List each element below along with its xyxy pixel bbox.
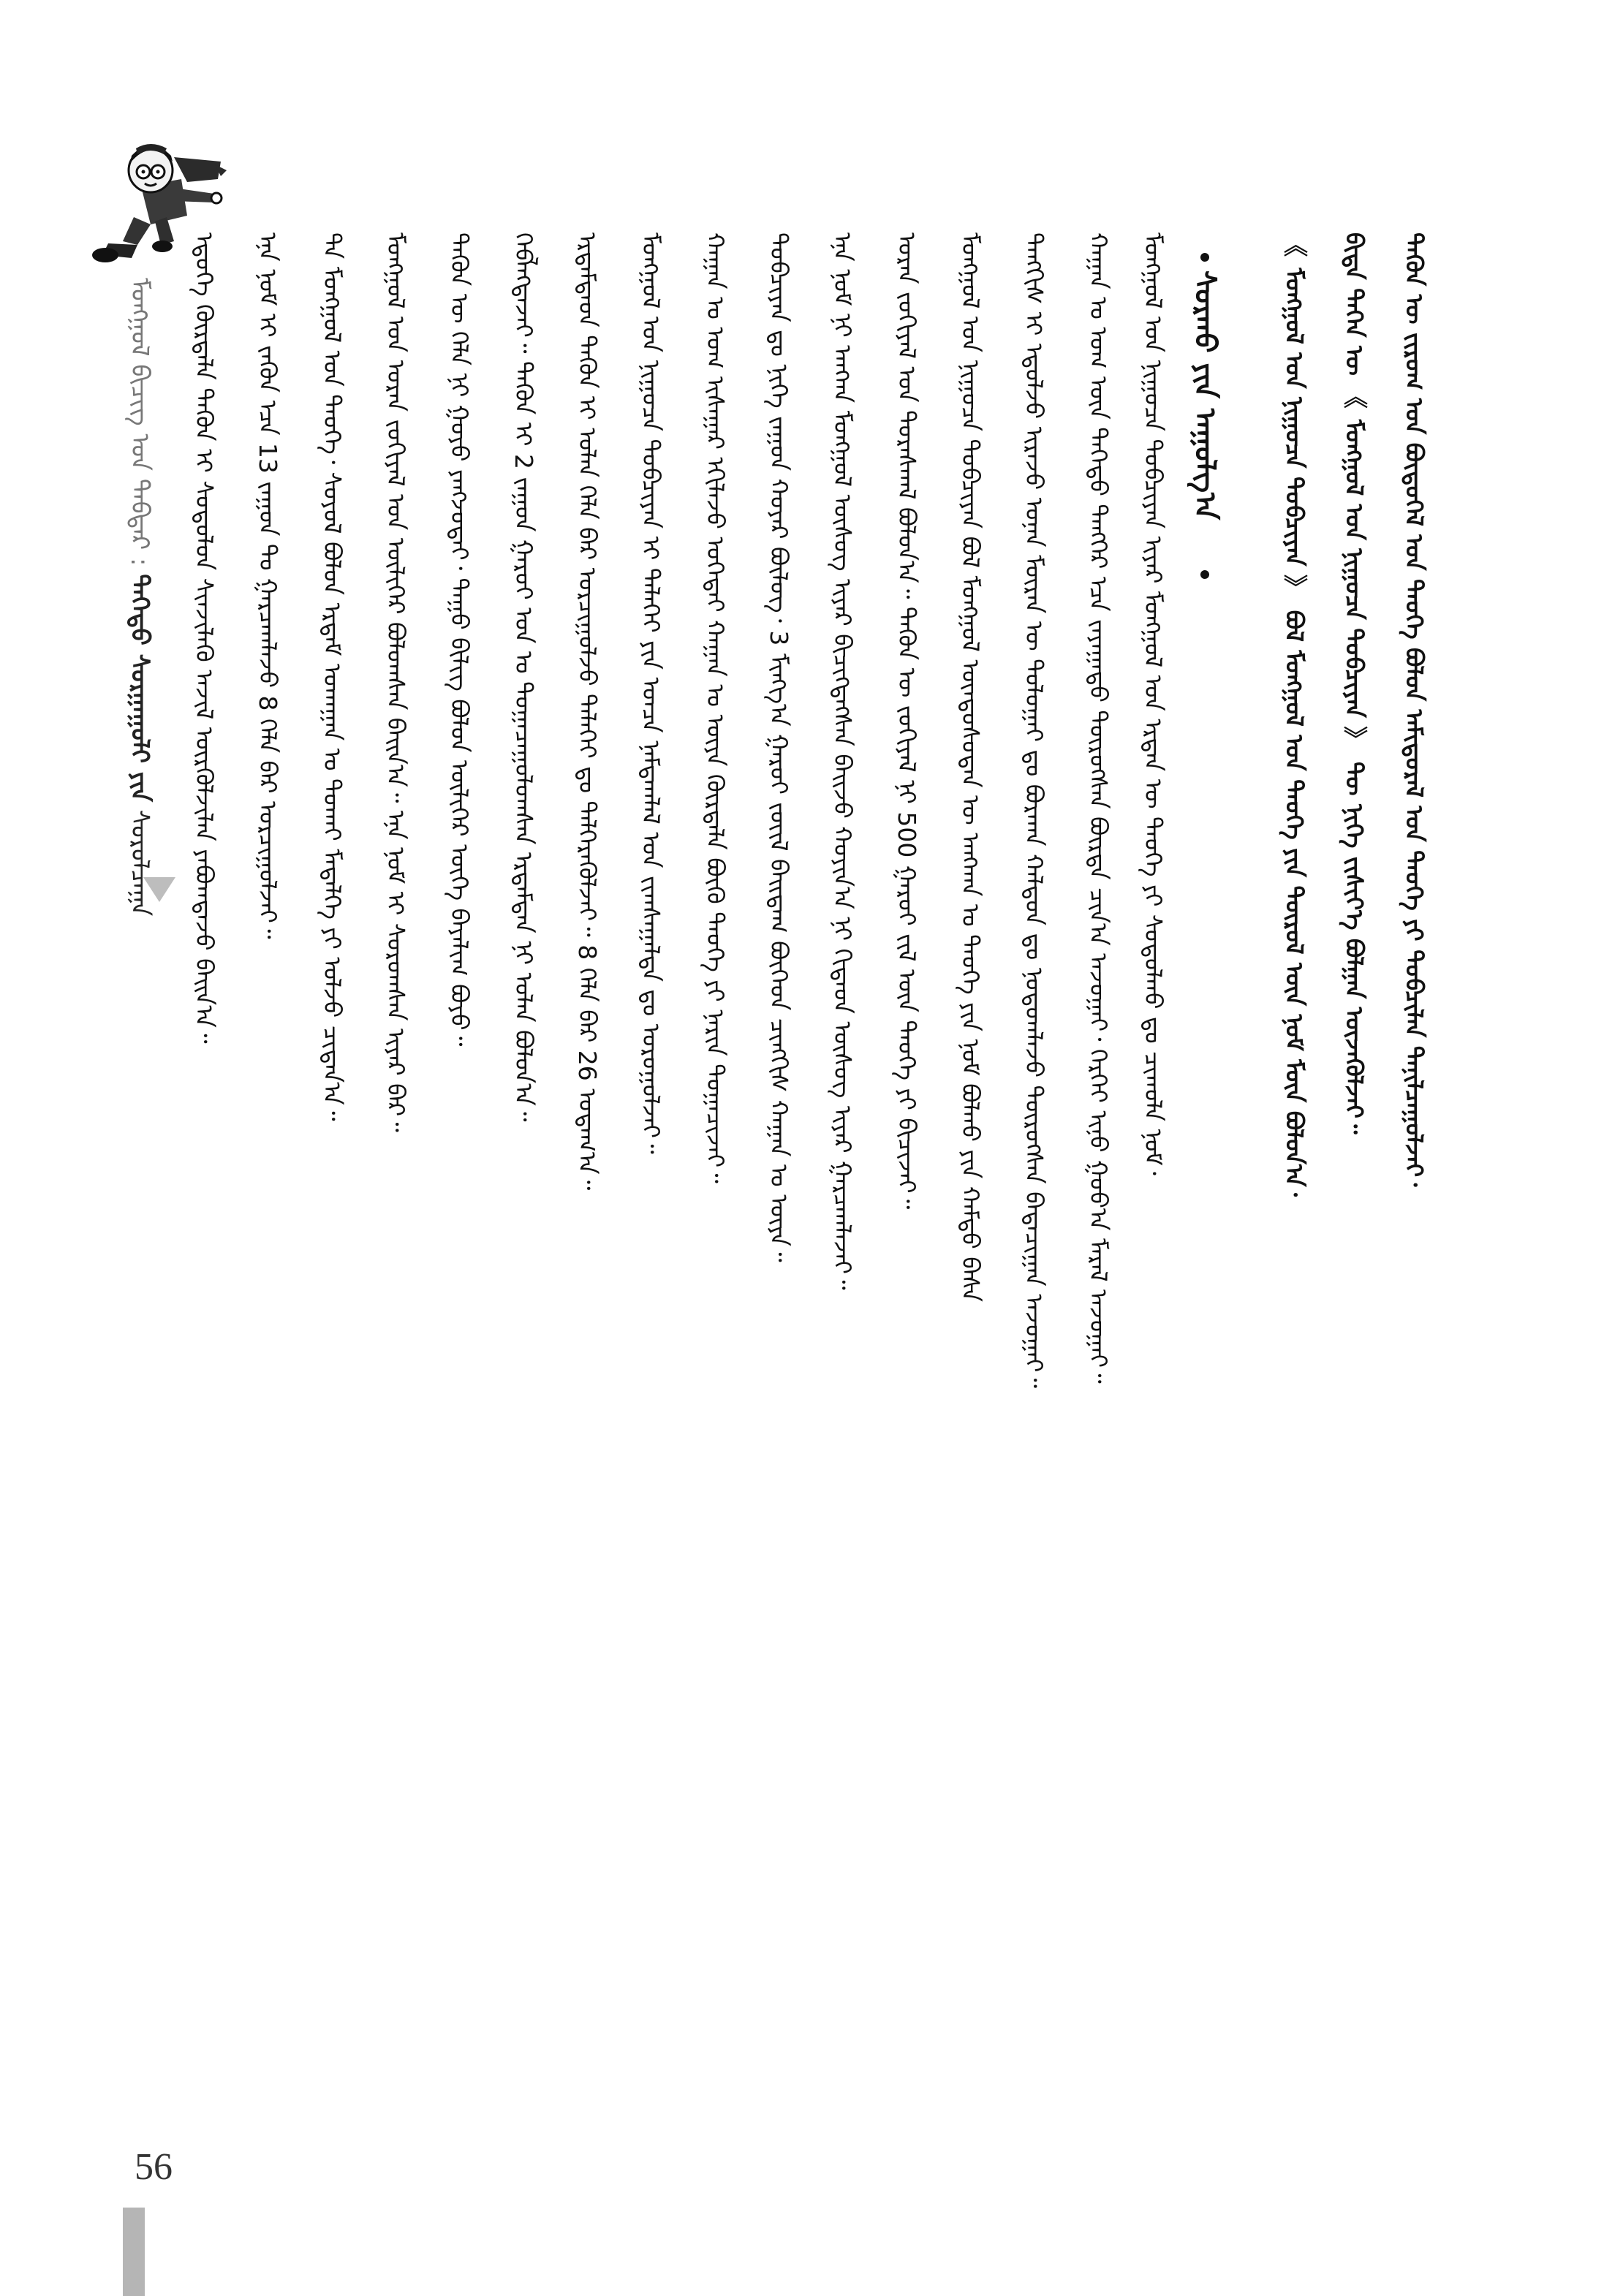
body-line: ᠲᠠ ᠮᠣᠩᠭᠣᠯ ᠤᠨ ᠲᠡᠦᠬᠡ᠂ ᠰᠣᠶᠣᠯ ᠪᠣᠯᠤᠨ ᠡᠷᠳᠡᠮ ᠤᠬᠠᠭᠠᠨ ᠤ ᠲᠤᠬᠠᠢ ᠮᠡᠳᠡᠯᠭᠡ ᠶᠢ ᠣᠯᠵᠤ ᠴᠢᠳᠠᠨ᠎ᠠ᠃ (318, 232, 347, 1121)
running-header-prefix: ᠮᠣᠩᠭᠣᠯ ᠪᠢᠴᠢᠭ ᠤᠨ ᠳᠡᠪᠲᠡᠷ : (125, 278, 154, 567)
running-header-bold: ᠳᠡᠭᠡᠳᠦ ᠰᠤᠷᠭᠠᠭᠤᠯᠢ ᠶᠢᠨ (125, 574, 154, 802)
intro-line: ᠪᠢᠳᠡ ᠳᠡᠭᠡᠨ ᠦ 《 ᠮᠣᠩᠭᠣᠯ ᠤᠨ ᠨᠢᠭᠤᠴᠠ ᠲᠣᠪᠴᠢᠶᠠᠨ 》 ᠲᠦ ᠨᠢᠭᠡ ᠵᠢᠱᠢᠶ᠎ᠡ ᠪᠣᠯᠭᠠᠨ ᠦᠵᠡᠭᠦᠯᠵᠡᠢ᠃ (1340, 232, 1369, 1134)
body-line: ᠡᠷᠳᠡᠮᠲᠡᠳ ᠲᠡᠭᠦᠨ ᠢ ᠣᠯᠠᠨ ᠬᠡᠯᠡ ᠪᠡᠷ ᠣᠷᠴᠢᠭᠤᠯᠵᠤ ᠳᠡᠯᠡᠬᠡᠢ ᠳᠤ ᠳᠡᠯᠭᠡᠷᠡᠭᠦᠯᠵᠡᠢ᠃ 8 ᠬᠡᠯᠡ ᠪᠡᠷ 26 ᠤᠳᠠᠭ᠎ᠠ᠃ (573, 232, 602, 1191)
body-line: ᠡᠨᠡ ᠨᠣᠮ ᠨᠢ ᠠᠨᠭᠬᠠ ᠮᠣᠩᠭᠣᠯ ᠦᠰᠦᠭ ᠢᠶᠡᠷ ᠪᠢᠴᠢᠭᠳᠡᠭᠰᠡᠨ ᠪᠠᠢᠵᠤ ᠬᠣᠶᠢᠨ᠎ᠠ ᠨᠢ ᠬᠢᠲᠠᠳ ᠦᠰᠦᠭ ᠢᠶᠡᠷ ᠭᠠᠷᠴᠠᠭᠯᠠᠵᠠᠢ᠃ (828, 232, 857, 1290)
body-line: ᠤᠷᠠᠨ ᠵᠣᠬᠢᠶᠠᠯ ᠤᠨ ᠳᠤᠷᠠᠰᠬᠠᠯ ᠪᠣᠯᠤᠨ᠎ᠠ᠃ ᠲᠡᠭᠦᠨ ᠦ ᠵᠣᠬᠢᠶᠠᠯ ᠨᠢ 500 ᠭᠠᠷᠤᠢ ᠵᠢᠯ ᠦᠨ ᠲᠡᠦᠬᠡ ᠶᠢ ᠪᠢᠴᠢᠵᠡᠢ᠃ (893, 232, 921, 1210)
body-line: ᠲᠡᠩᠭᠢᠰ ᠢ ᠡᠳᠦᠯᠵᠦ ᠢᠷᠡᠵᠦ ᠣᠨᠠᠨ ᠮᠥᠷᠡᠨ ᠦ ᠲᠣᠯᠣᠭᠠᠢ ᠳᠤ ᠪᠤᠷᠬᠠᠨ ᠬᠠᠯᠳᠤᠨ ᠳᠤ ᠨᠤᠲᠤᠭᠯᠠᠵᠤ ᠲᠥᠷᠦᠭᠰᠡᠨ ᠪᠠᠲᠠᠴᠢᠭᠠᠨ ᠠᠵᠤᠭᠠᠢ᠃ (1020, 232, 1048, 1388)
page-number: 56 (135, 2146, 173, 2188)
running-header-suffix: ᠰᠤᠷᠤᠯᠴᠠᠭᠠ (125, 809, 154, 917)
body-line: ᠮᠣᠩᠭᠣᠯ ᠤᠨ ᠨᠢᠭᠤᠴᠠ ᠲᠣᠪᠴᠢᠶᠠᠨ ᠢ ᠳᠡᠯᠡᠬᠡᠢ ᠶᠢᠨ ᠣᠨᠴᠠ ᠨᠠᠮᠳᠠᠭᠯᠠᠯ ᠤᠨ ᠵᠢᠭᠰᠠᠭᠠᠯᠲᠠ ᠳᠤ ᠣᠷᠤᠭᠤᠯᠵᠠᠢ᠃ (637, 232, 665, 1154)
bullet-icon (1200, 253, 1209, 262)
intro-line: ᠲᠡᠭᠦᠨ ᠦ ᠵᠢᠷᠤᠭ ᠤᠨ ᠪᠦᠲᠦᠭᠡᠯ ᠤᠨ ᠲᠡᠤᠬᠡ ᠪᠣᠯᠤᠨ ᠠᠮᠢᠳᠤᠷᠠᠯ ᠤᠨ ᠲᠡᠦᠬᠡ ᠶᠢ ᠲᠣᠪᠴᠢᠯᠠᠨ ᠲᠠᠨᠢᠯᠴᠠᠭᠤᠯᠵᠠᠢ᠂ (1400, 232, 1429, 1187)
body-line: ᠲᠣᠪᠴᠢᠶᠠᠨ ᠳᠤ ᠨᠢᠭᠡ ᠵᠠᠭᠤᠨ ᠬᠣᠶᠠᠷ ᠪᠥᠯᠦᠭ᠂ 3 ᠮᠢᠩᠭ᠎ᠠ ᠭᠠᠷᠤᠢ ᠵᠦᠢᠯ ᠪᠠᠢᠳᠠᠭ ᠪᠥᠭᠡᠳ ᠴᠢᠩᠭᠢᠰ ᠬᠠᠭᠠᠨ ᠤ ᠦᠶᠡ᠃ (765, 232, 793, 1262)
body-line: ᠮᠣᠩᠭᠣᠯ ᠤᠨ ᠨᠢᠭᠤᠴᠠ ᠲᠣᠪᠴᠢᠶᠠᠨ ᠪᠣᠯ ᠮᠣᠩᠭᠣᠯ ᠦᠨᠳᠦᠰᠦᠲᠡᠨ ᠦ ᠠᠩᠬᠠᠨ ᠤ ᠲᠡᠦᠬᠡ ᠶᠢᠨ ᠨᠣᠮ ᠪᠣᠯᠬᠤ ᠶᠢᠨ ᠬᠠᠮᠲᠤ ᠪᠠᠰᠠ (956, 232, 985, 1302)
triangle-marker-icon (143, 877, 175, 902)
body-line: ᠮᠣᠩᠭᠣᠯ ᠤᠨ ᠤᠷᠠᠨ ᠵᠣᠬᠢᠶᠠᠯ ᠤᠨ ᠦᠯᠢᠭᠡᠷ ᠪᠣᠯᠤᠭᠰᠠᠨ ᠪᠠᠢᠨ᠎ᠠ᠃ ᠡᠨᠡ ᠨᠣᠮ ᠢ ᠰᠤᠷᠤᠭᠰᠠᠨ ᠢᠶᠡᠷ ᠪᠡᠷ᠃ (382, 232, 410, 1132)
running-header (123, 278, 156, 917)
body-line: ᠡᠨᠡ ᠨᠣᠮ ᠢ ᠵᠡᠭᠦᠨ ᠡᠴᠡ 13 ᠵᠠᠭᠤᠨ ᠲᠤ ᠭᠠᠷᠴᠠᠭᠯᠠᠵᠤ 8 ᠬᠡᠯᠡ ᠪᠡᠷ ᠣᠷᠴᠢᠭᠤᠯᠵᠠᠢ᠃ (254, 232, 282, 939)
body-line: ᠬᠠᠭᠠᠨ ᠤ ᠤᠭ ᠢᠰᠠᠭᠠᠷ ᠡᠬᠢᠯᠡᠵᠦ ᠣᠭᠡᠳᠡᠢ ᠬᠠᠭᠠᠨ ᠤ ᠦᠶᠡ ᠬᠦᠷᠲᠡᠯᠡ ᠪᠦᠬᠦ ᠲᠡᠦᠬᠡ ᠶᠢ ᠨᠠᠷᠢᠨ ᠲᠣᠭᠠᠴᠢᠵᠠᠢ᠃ (701, 232, 730, 1183)
body-line-hidden (251, 1082, 284, 1083)
body-line: ᠲᠡᠭᠦᠨ ᠦ ᠬᠡᠯᠡ ᠨᠢ ᠭᠣᠶᠣ ᠶᠠᠩᠵᠤᠲᠠᠢ᠂ ᠳᠠᠭᠤ ᠪᠢᠯᠢᠭ ᠪᠣᠯᠤᠨ ᠦᠯᠢᠭᠡᠷ ᠦᠭᠡ ᠪᠠᠶᠠᠯᠢᠭ ᠪᠤᠶᠤ᠃ (445, 232, 474, 1047)
body-line: ᠬᠡᠪᠯᠡᠭᠳᠡᠵᠡᠢ᠃ ᠲᠡᠭᠦᠨ ᠢ 2 ᠵᠠᠭᠤᠨ ᠭᠠᠷᠤᠢ ᠣᠨ ᠤ ᠲᠣᠭᠠᠴᠠᠭᠤᠯᠤᠭᠰᠠᠨ ᠡᠷᠳᠡᠮᠲᠡᠨ ᠨᠢ ᠣᠯᠠᠨ ᠪᠣᠯᠤᠨ᠎ᠠ᠃ (510, 232, 538, 1122)
page-edge-bar (123, 2208, 145, 2296)
body-line: ᠬᠠᠭᠠᠨ ᠤ ᠤᠭ ᠦᠨ ᠳᠡᠭᠡᠳᠦ ᠲᠡᠩᠭᠡᠷ ᠡᠴᠡ ᠵᠠᠶᠠᠭᠠᠲᠤ ᠲᠥᠷᠦᠭᠰᠡᠨ ᠪᠥᠷᠲᠡ ᠴᠢᠨ᠎ᠠ ᠠᠵᠤᠭᠠᠢ᠂ ᠭᠡᠷᠭᠡᠢ ᠢᠨᠦ ᠭᠤᠤ᠎ᠠ ᠮᠠᠷᠠᠯ ᠠᠵᠤᠭᠠᠢ᠃ (1084, 232, 1113, 1384)
body-line: ᠡᠳᠦᠭᠡ ᠬᠦᠷᠲᠡᠯᠡ ᠲᠡᠭᠦᠨ ᠢ ᠰᠤᠳᠤᠯᠤᠨ ᠰᠢᠨᠵᠢᠯᠡᠬᠦ ᠠᠵᠢᠯ ᠦᠷᠭᠦᠯᠵᠢᠯᠡᠨ ᠶᠠᠪᠤᠭᠳᠠᠵᠤ ᠪᠠᠢᠨ᠎ᠠ᠃ (190, 232, 219, 1044)
intro-line: 《 ᠮᠣᠩᠭᠣᠯ ᠤᠨ ᠨᠢᠭᠤᠴᠠ ᠲᠣᠪᠴᠢᠶᠠᠨ 》 ᠪᠣᠯ ᠮᠣᠩᠭᠣᠯ ᠤᠨ ᠲᠡᠦᠬᠡ ᠶᠢᠨ ᠲᠦᠷᠦᠯ ᠦᠨ ᠨᠣᠮ ᠮᠥᠨ ᠪᠣᠯᠤᠨ᠎ᠠ᠂ (1280, 232, 1309, 1197)
bullet-icon (1200, 570, 1209, 579)
section-heading: ᠰᠤᠷᠬᠤ ᠶᠢᠨ ᠠᠭᠤᠯᠭ᠎ᠠ (1188, 270, 1222, 520)
body-line-hidden (316, 1082, 348, 1083)
body-line: ᠮᠣᠩᠭᠣᠯ ᠤᠨ ᠨᠢᠭᠤᠴᠠ ᠲᠣᠪᠴᠢᠶᠠᠨ ᠢᠶᠠᠷ ᠮᠣᠩᠭᠣᠯ ᠤᠨ ᠡᠷᠲᠡᠨ ᠦ ᠲᠡᠦᠬᠡ ᠶᠢ ᠰᠤᠳᠤᠯᠬᠤ ᠳᠤ ᠴᠢᠬᠤᠯᠠ ᠨᠣᠮ᠂ (1139, 232, 1168, 1175)
